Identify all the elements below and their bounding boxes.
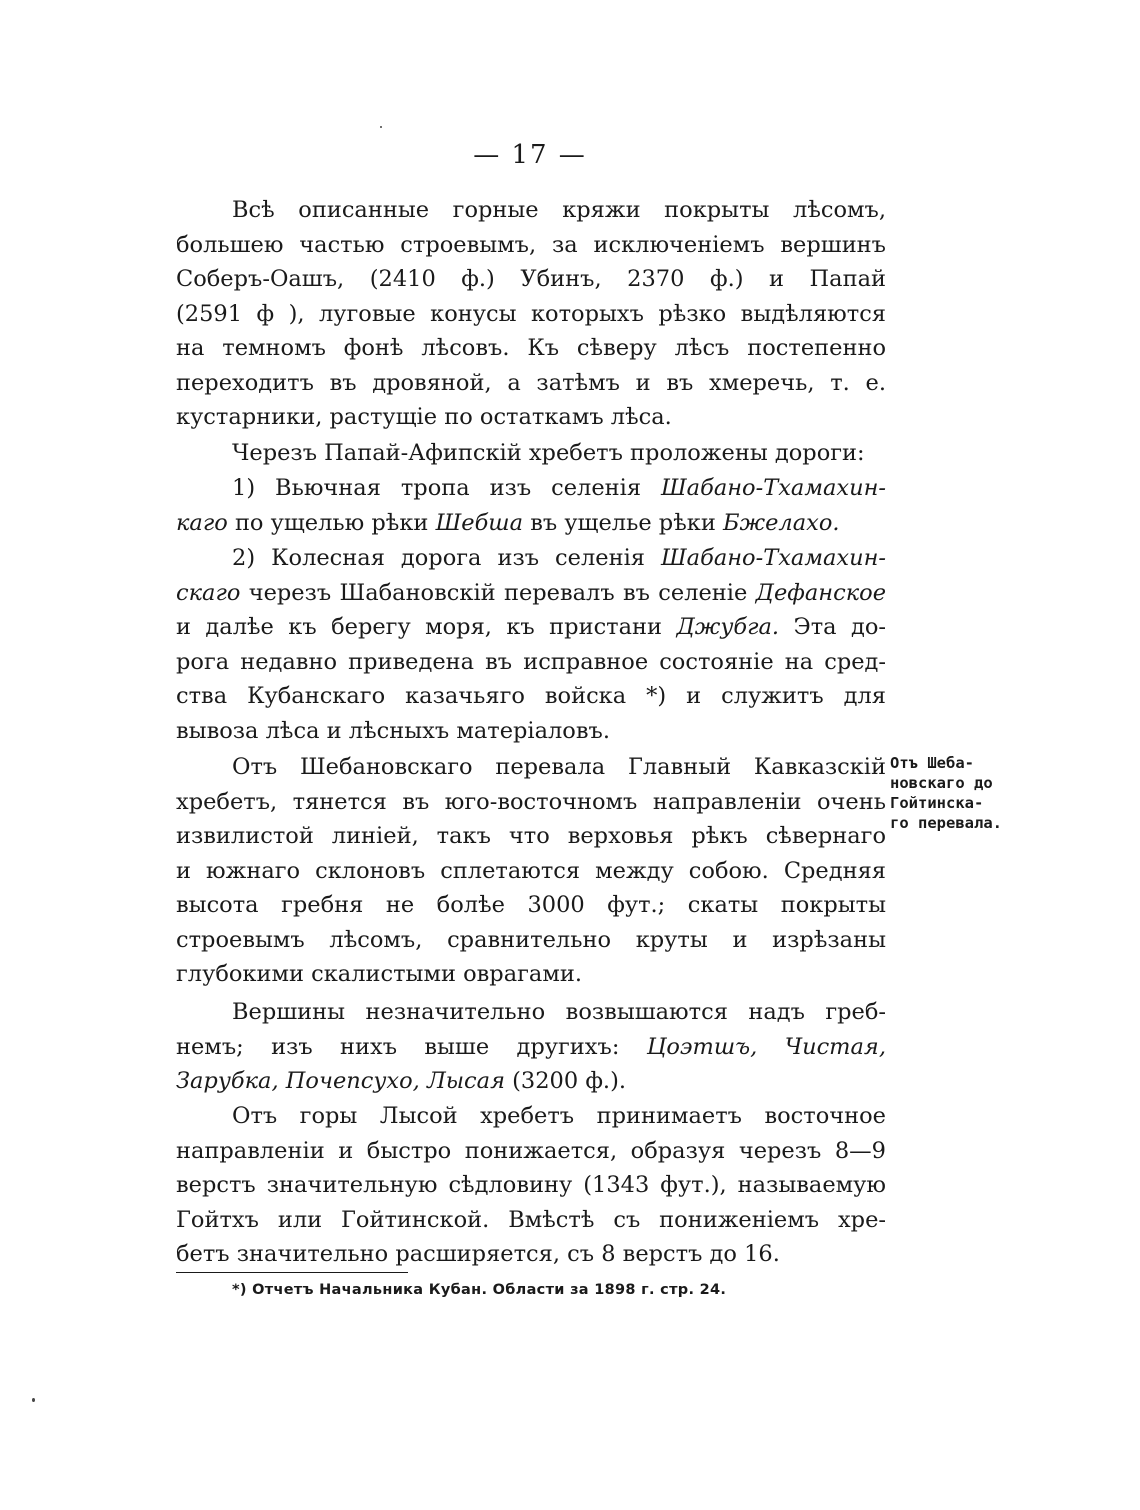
- text-line: хребетъ, тянется въ юго-восточномъ направленіи очень: [176, 788, 886, 815]
- paper-speck: [380, 126, 382, 128]
- paragraph-1: [176, 193, 886, 435]
- text-line: Гойтхъ или Гойтинской. Вмѣстѣ съ пониженіемъ хре-: [176, 1206, 886, 1233]
- text-line: глубокими скалистыми оврагами.: [176, 961, 582, 987]
- text-line: переходитъ въ дровяной, а затѣмъ и въ хмеречь, т. е.: [176, 369, 886, 396]
- text-line: Вершины незначительно возвышаются надъ греб-: [232, 999, 886, 1025]
- paragraph-7: [176, 1099, 886, 1272]
- text-line: на темномъ фонѣ лѣсовъ. Къ сѣверу лѣсъ постепенно: [176, 335, 886, 361]
- text-line: бетъ значительно расширяется, съ 8 верстъ до 16.: [176, 1241, 780, 1267]
- text-line: Отъ Шебановскаго перевала Главный Кавказскій: [232, 754, 886, 780]
- margin-note-line: го перевала.: [890, 814, 1002, 832]
- text-line: Зарубка, Почепсухо, Лысая (3200 ф.).: [176, 1068, 627, 1094]
- text-line: вывоза лѣса и лѣсныхъ матеріаловъ.: [176, 717, 610, 744]
- text-line: и далѣе къ берегу моря, къ пристани Джубга. Эта до-: [176, 614, 887, 640]
- text-line: и южнаго склоновъ сплетаются между собою. Средняя: [176, 857, 886, 884]
- text-line: Отъ горы Лысой хребетъ принимаетъ восточное: [232, 1103, 886, 1129]
- page-number: — 17 —: [473, 140, 587, 170]
- paragraph-5: [176, 750, 886, 992]
- text-line: 2) Колесная дорога изъ селенія Шабано-Тхамахин-: [232, 545, 886, 571]
- text-line: извилистой линіей, такъ что верховья рѣкъ сѣвернаго: [176, 823, 886, 849]
- margin-note-line: Отъ Шеба-: [890, 754, 974, 772]
- text-line: Всѣ описанные горные кряжи покрыты лѣсомъ,: [232, 197, 886, 223]
- text-line: ства Кубанскаго казачьяго войска *) и служитъ для: [176, 683, 886, 709]
- text-line: скаго черезъ Шабановскій перевалъ въ селеніе Дефанское: [176, 579, 887, 606]
- footnote-rule: [176, 1272, 408, 1273]
- paragraph-6: [176, 995, 886, 1099]
- margin-note-line: Гойтинска-: [890, 794, 984, 812]
- text-line: верстъ значительную сѣдловину (1343 фут.), называемую: [176, 1172, 886, 1198]
- text-line: строевымъ лѣсомъ, сравнительно круты и изрѣзаны: [176, 926, 886, 953]
- text-line: направленіи и быстро понижается, образуя черезъ 8—9: [176, 1137, 886, 1164]
- paragraph-4: [176, 541, 886, 748]
- paragraph-2: [176, 436, 886, 471]
- margin-note-line: новскаго до: [890, 774, 993, 792]
- text-line: Черезъ Папай-Афипскій хребетъ проложены дороги:: [232, 440, 865, 466]
- text-line: немъ; изъ нихъ выше другихъ: Цоэтшъ, Чистая,: [176, 1033, 886, 1060]
- text-line: большею частью строевымъ, за исключеніемъ вершинъ: [176, 231, 886, 258]
- text-line: высота гребня не болѣе 3000 фут.; скаты покрыты: [176, 892, 886, 918]
- text-line: 1) Вьючная тропа изъ селенія Шабано-Тхамахин-: [232, 475, 886, 501]
- footnote: *) Отчетъ Начальника Кубан. Области за 1898 г. стр. 24.: [232, 1282, 727, 1298]
- text-line: (2591 ф ), луговые конусы которыхъ рѣзко выдѣляются: [176, 300, 886, 327]
- paragraph-3: [176, 471, 886, 540]
- margin-note: [890, 753, 1020, 833]
- text-line: рога недавно приведена въ исправное состояніе на сред-: [176, 648, 886, 675]
- text-line: кустарники, растущіе по остаткамъ лѣса.: [176, 404, 672, 430]
- paper-speck: [32, 1398, 35, 1402]
- text-line: Соберъ-Оашъ, (2410 ф.) Убинъ, 2370 ф.) и Папай: [176, 266, 886, 292]
- text-line: каго по ущелью рѣки Шебша въ ущелье рѣки Бжелахо.: [176, 509, 840, 536]
